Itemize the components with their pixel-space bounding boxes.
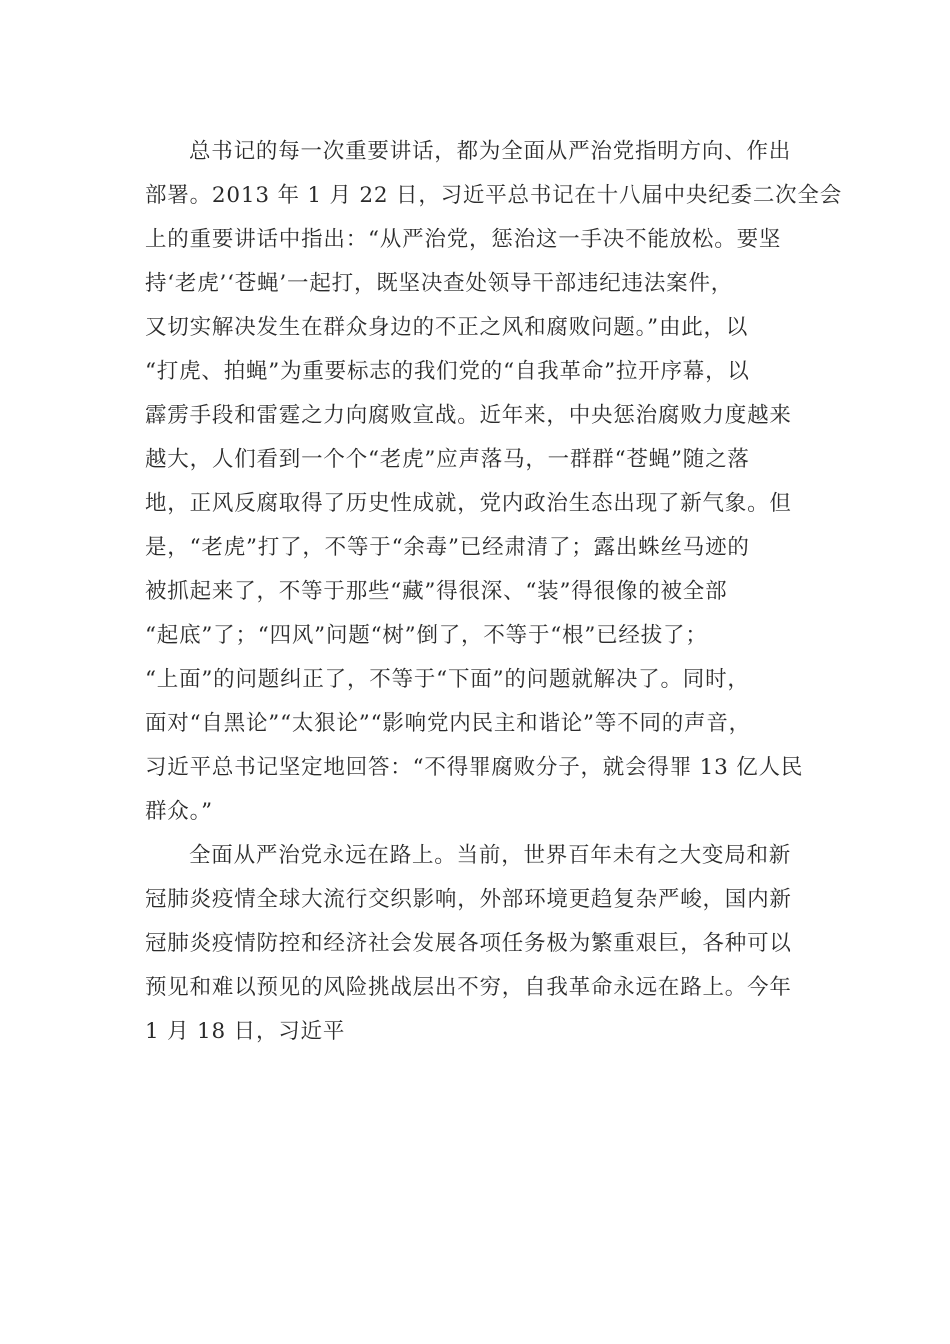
text-line: 又切实解决发生在群众身边的不正之风和腐败问题。”由此，以	[145, 315, 749, 340]
document-body	[145, 130, 843, 1054]
text-line: 总书记的每一次重要讲话，都为全面从严治党指明方向、作出	[189, 139, 792, 164]
text-line: 1 月 18 日，习近平	[145, 1019, 346, 1044]
text-line: 持‘老虎’‘苍蝇’一起打，既坚决查处领导干部违纪违法案件，	[145, 271, 734, 296]
paragraph-2	[145, 834, 805, 1054]
text-line: 上的重要讲话中指出：“从严治党，惩治这一手决不能放松。要坚	[145, 227, 782, 252]
text-line: 冠肺炎疫情防控和经济社会发展各项任务极为繁重艰巨，各种可以	[145, 931, 792, 956]
text-line: 越大，人们看到一个个“老虎”应声落马，一群群“苍蝇”随之落	[145, 447, 750, 472]
text-line: 预见和难以预见的风险挑战层出不穷，自我革命永远在路上。今年	[145, 975, 792, 1000]
text-line: 冠肺炎疫情全球大流行交织影响，外部环境更趋复杂严峻，国内新	[145, 887, 792, 912]
paragraph-1	[145, 130, 843, 834]
text-line: 群众。”	[145, 799, 213, 824]
text-line: 霹雳手段和雷霆之力向腐败宣战。近年来，中央惩治腐败力度越来	[145, 403, 792, 428]
text-line: 习近平总书记坚定地回答：“不得罪腐败分子，就会得罪 13 亿人民	[145, 755, 804, 780]
text-line: 被抓起来了，不等于那些“藏”得很深、“装”得很像的被全部	[145, 579, 728, 604]
text-line: “打虎、拍蝇”为重要标志的我们党的“自我革命”拉开序幕，以	[145, 359, 750, 384]
text-line: 是，“老虎”打了，不等于“余毒”已经肃清了；露出蛛丝马迹的	[145, 535, 750, 560]
text-line: 面对“自黑论”“太狠论”“影响党内民主和谐论”等不同的声音，	[145, 711, 751, 736]
text-line: “上面”的问题纠正了，不等于“下面”的问题就解决了。同时，	[145, 667, 750, 692]
text-line: 全面从严治党永远在路上。当前，世界百年未有之大变局和新	[189, 843, 792, 868]
text-line: 地，正风反腐取得了历史性成就，党内政治生态出现了新气象。但	[145, 491, 792, 516]
text-line: “起底”了；“四风”问题“树”倒了，不等于“根”已经拔了；	[145, 623, 708, 648]
text-line: 部署。2013 年 1 月 22 日，习近平总书记在十八届中央纪委二次全会	[145, 183, 843, 208]
